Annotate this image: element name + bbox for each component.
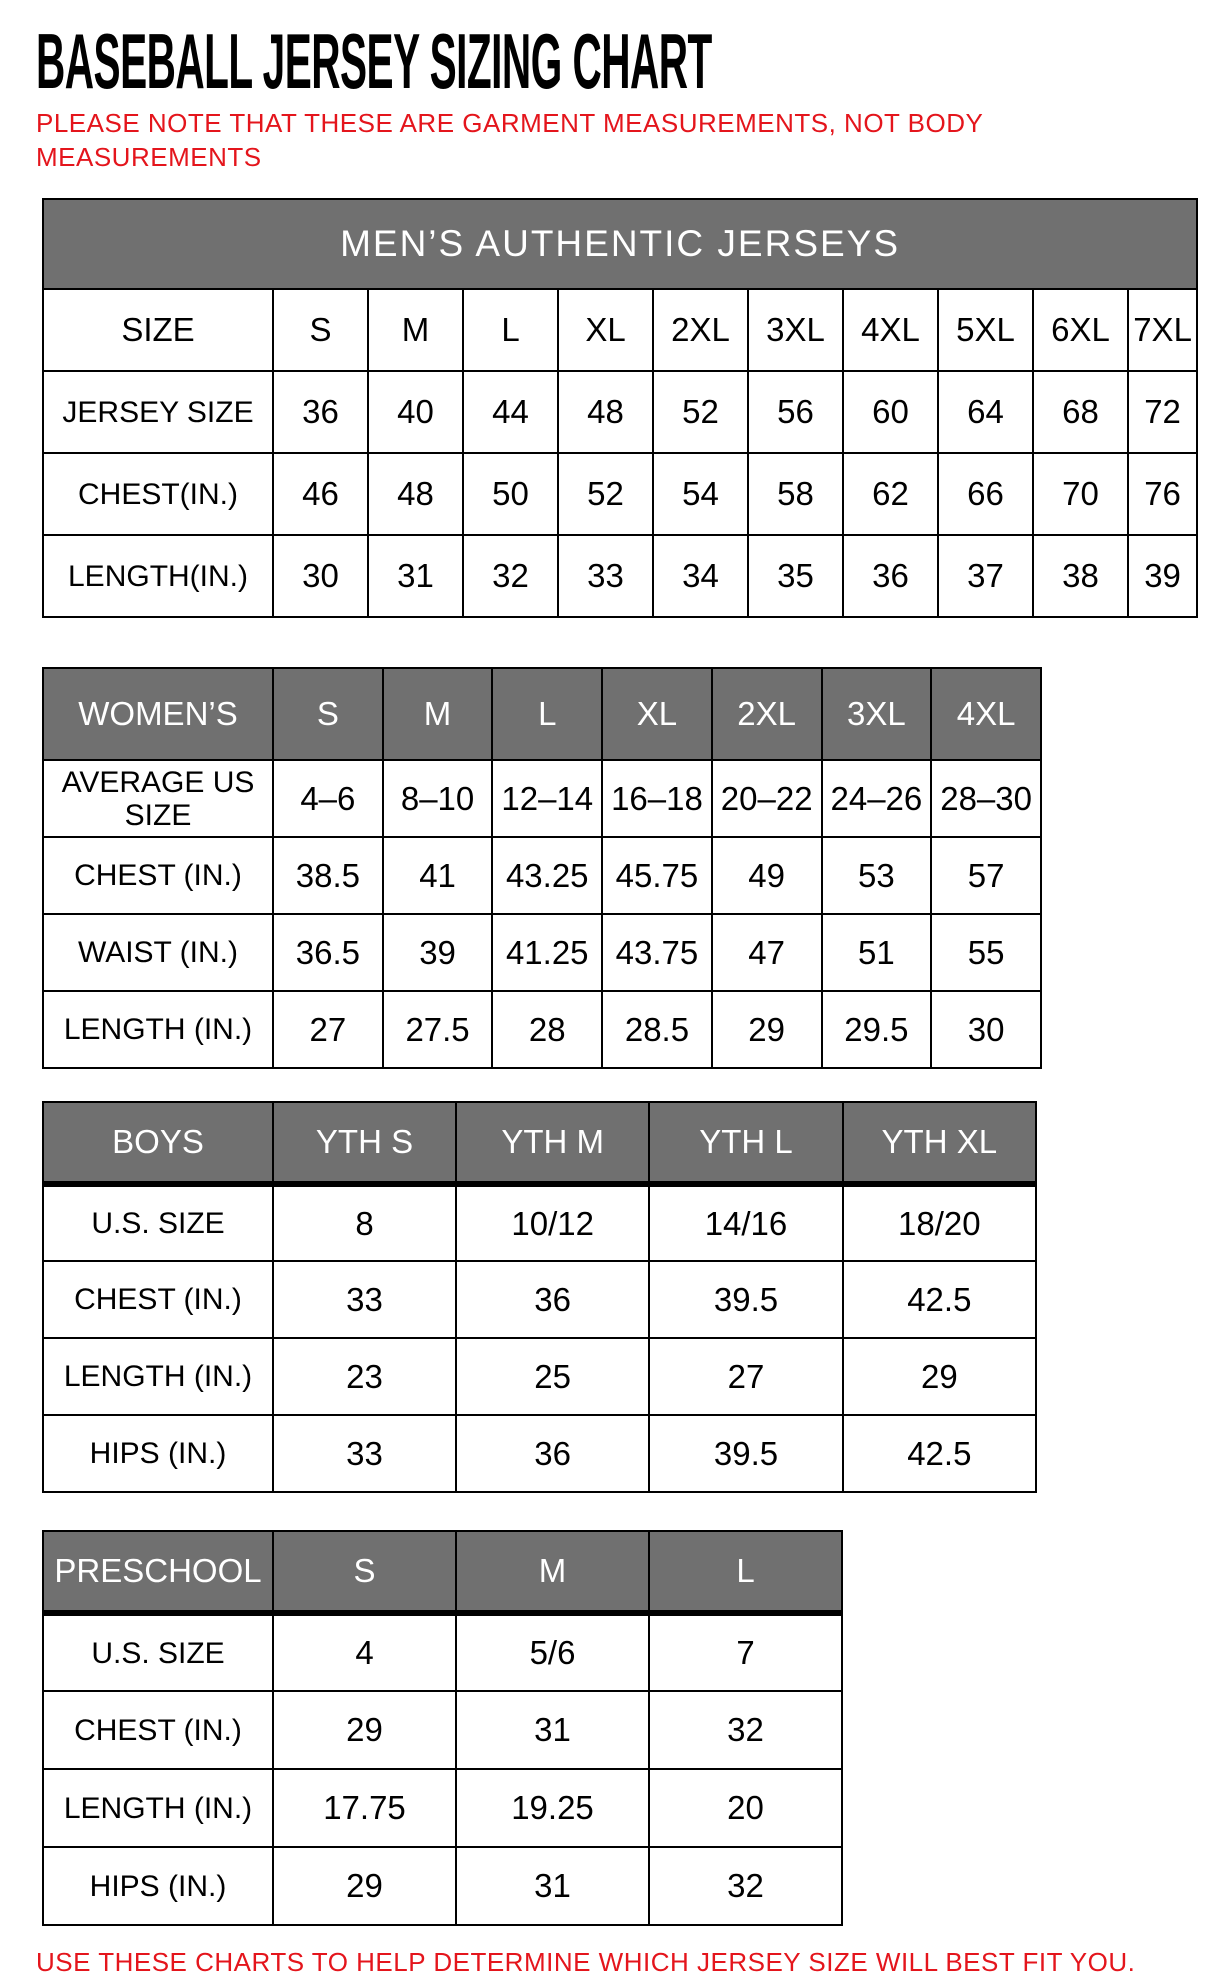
value-cell: 57 [931,837,1041,914]
value-cell: 53 [822,837,932,914]
value-cell: 27 [649,1338,842,1415]
value-cell: 7 [649,1613,842,1691]
row-label-cell: CHEST (IN.) [43,1691,273,1769]
value-cell: 28–30 [931,760,1041,837]
value-cell: 32 [649,1691,842,1769]
value-cell: 18/20 [843,1184,1036,1261]
value-cell: 45.75 [602,837,712,914]
value-cell: 24–26 [822,760,932,837]
column-header-cell: YTH L [649,1102,842,1184]
value-cell: 36 [273,371,368,453]
value-cell: 31 [368,535,463,617]
value-cell: 33 [273,1415,456,1492]
table-row [43,760,1041,837]
row-label-cell: LENGTH(IN.) [43,535,273,617]
womens-sizing-table [42,667,1042,1069]
table-header-row [43,668,1041,760]
value-cell: 32 [649,1847,842,1925]
value-cell: 19.25 [456,1769,649,1847]
value-cell: 16–18 [602,760,712,837]
value-cell: 41.25 [492,914,602,991]
header-label-cell: BOYS [43,1102,273,1184]
table-row [43,371,1197,453]
value-cell: 42.5 [843,1415,1036,1492]
value-cell: 48 [368,453,463,535]
value-cell: 36 [456,1261,649,1338]
table-row [43,1847,842,1925]
table-row [43,1613,842,1691]
row-label-cell: HIPS (IN.) [43,1847,273,1925]
value-cell: 8–10 [383,760,493,837]
value-cell: 52 [558,453,653,535]
value-cell: 36.5 [273,914,383,991]
value-cell: 29 [843,1338,1036,1415]
preschool-sizing-table [42,1530,843,1926]
value-cell: 29 [273,1691,456,1769]
value-cell: 66 [938,453,1033,535]
value-cell: 72 [1128,371,1197,453]
column-header-cell: YTH M [456,1102,649,1184]
table-row [43,1338,1036,1415]
table-banner-row [43,199,1197,289]
row-label-cell: LENGTH (IN.) [43,991,273,1068]
value-cell: 58 [748,453,843,535]
value-cell: 39 [383,914,493,991]
table-row [43,453,1197,535]
value-cell: 41 [383,837,493,914]
column-header-cell: M [456,1531,649,1613]
row-label-cell: U.S. SIZE [43,1613,273,1691]
row-label-cell: HIPS (IN.) [43,1415,273,1492]
value-cell: 33 [273,1261,456,1338]
column-header-cell: 4XL [843,289,938,371]
value-cell: 12–14 [492,760,602,837]
column-header-cell: 3XL [748,289,843,371]
header-label-cell: WOMEN’S [43,668,273,760]
column-header-cell: S [273,668,383,760]
row-label-cell: LENGTH (IN.) [43,1769,273,1847]
value-cell: 39.5 [649,1261,842,1338]
column-header-cell: L [463,289,558,371]
table-header-row [43,1102,1036,1184]
row-label-cell: CHEST (IN.) [43,837,273,914]
value-cell: 36 [843,535,938,617]
value-cell: 76 [1128,453,1197,535]
table-row [43,1184,1036,1261]
value-cell: 38 [1033,535,1128,617]
value-cell: 27 [273,991,383,1068]
row-label-cell: AVERAGE US SIZE [43,760,273,837]
value-cell: 17.75 [273,1769,456,1847]
value-cell: 36 [456,1415,649,1492]
value-cell: 54 [653,453,748,535]
row-label-cell: WAIST (IN.) [43,914,273,991]
table-row [43,1261,1036,1338]
column-header-cell: 6XL [1033,289,1128,371]
value-cell: 47 [712,914,822,991]
table-row [43,535,1197,617]
value-cell: 28.5 [602,991,712,1068]
column-header-cell: 2XL [712,668,822,760]
header-label-cell: PRESCHOOL [43,1531,273,1613]
value-cell: 68 [1033,371,1128,453]
value-cell: 44 [463,371,558,453]
page-title-text: BASEBALL JERSEY SIZING CHART [36,17,712,105]
value-cell: 43.25 [492,837,602,914]
value-cell: 29.5 [822,991,932,1068]
value-cell: 27.5 [383,991,493,1068]
value-cell: 35 [748,535,843,617]
value-cell: 38.5 [273,837,383,914]
value-cell: 62 [843,453,938,535]
value-cell: 50 [463,453,558,535]
column-header-cell: XL [558,289,653,371]
row-label-cell: CHEST (IN.) [43,1261,273,1338]
value-cell: 31 [456,1691,649,1769]
value-cell: 64 [938,371,1033,453]
column-header-cell: YTH S [273,1102,456,1184]
row-label-cell: JERSEY SIZE [43,371,273,453]
value-cell: 29 [712,991,822,1068]
value-cell: 4–6 [273,760,383,837]
row-label-cell: CHEST(IN.) [43,453,273,535]
mens-sizing-table [42,198,1198,618]
column-header-cell: XL [602,668,712,760]
column-header-cell: YTH XL [843,1102,1036,1184]
table-banner: MEN’S AUTHENTIC JERSEYS [43,199,1197,289]
value-cell: 56 [748,371,843,453]
value-cell: 30 [931,991,1041,1068]
value-cell: 29 [273,1847,456,1925]
value-cell: 4 [273,1613,456,1691]
value-cell: 10/12 [456,1184,649,1261]
boys-sizing-table [42,1101,1037,1493]
column-header-cell: 4XL [931,668,1041,760]
value-cell: 60 [843,371,938,453]
table-row [43,837,1041,914]
value-cell: 46 [273,453,368,535]
value-cell: 30 [273,535,368,617]
value-cell: 43.75 [602,914,712,991]
column-header-cell: 7XL [1128,289,1197,371]
value-cell: 5/6 [456,1613,649,1691]
value-cell: 33 [558,535,653,617]
value-cell: 39 [1128,535,1197,617]
value-cell: 20 [649,1769,842,1847]
column-header-cell: M [368,289,463,371]
value-cell: 28 [492,991,602,1068]
value-cell: 42.5 [843,1261,1036,1338]
column-header-cell: L [649,1531,842,1613]
table-row [43,914,1041,991]
fit-advice-footer: USE THESE CHARTS TO HELP DETERMINE WHICH JERSEY SIZE WILL BEST FIT YOU. [36,1947,1136,1977]
column-header-cell: 5XL [938,289,1033,371]
value-cell: 14/16 [649,1184,842,1261]
column-header-cell: M [383,668,493,760]
table-row [43,1691,842,1769]
value-cell: 37 [938,535,1033,617]
column-header-cell: 2XL [653,289,748,371]
garment-measurements-note: PLEASE NOTE THAT THESE ARE GARMENT MEASUREMENTS, NOT BODY MEASUREMENTS [36,108,983,172]
value-cell: 32 [463,535,558,617]
table-row [43,1769,842,1847]
row-label-cell: U.S. SIZE [43,1184,273,1261]
value-cell: 52 [653,371,748,453]
value-cell: 39.5 [649,1415,842,1492]
value-cell: 40 [368,371,463,453]
value-cell: 8 [273,1184,456,1261]
value-cell: 34 [653,535,748,617]
column-header-cell: 3XL [822,668,932,760]
table-header-row [43,1531,842,1613]
value-cell: 51 [822,914,932,991]
column-header-cell: L [492,668,602,760]
table-row [43,1415,1036,1492]
value-cell: 31 [456,1847,649,1925]
table-header-row [43,289,1197,371]
page-title [36,17,1200,105]
value-cell: 55 [931,914,1041,991]
value-cell: 70 [1033,453,1128,535]
column-header-cell: S [273,289,368,371]
header-label-cell: SIZE [43,289,273,371]
value-cell: 49 [712,837,822,914]
table-row [43,991,1041,1068]
value-cell: 20–22 [712,760,822,837]
value-cell: 48 [558,371,653,453]
value-cell: 23 [273,1338,456,1415]
column-header-cell: S [273,1531,456,1613]
value-cell: 25 [456,1338,649,1415]
row-label-cell: LENGTH (IN.) [43,1338,273,1415]
